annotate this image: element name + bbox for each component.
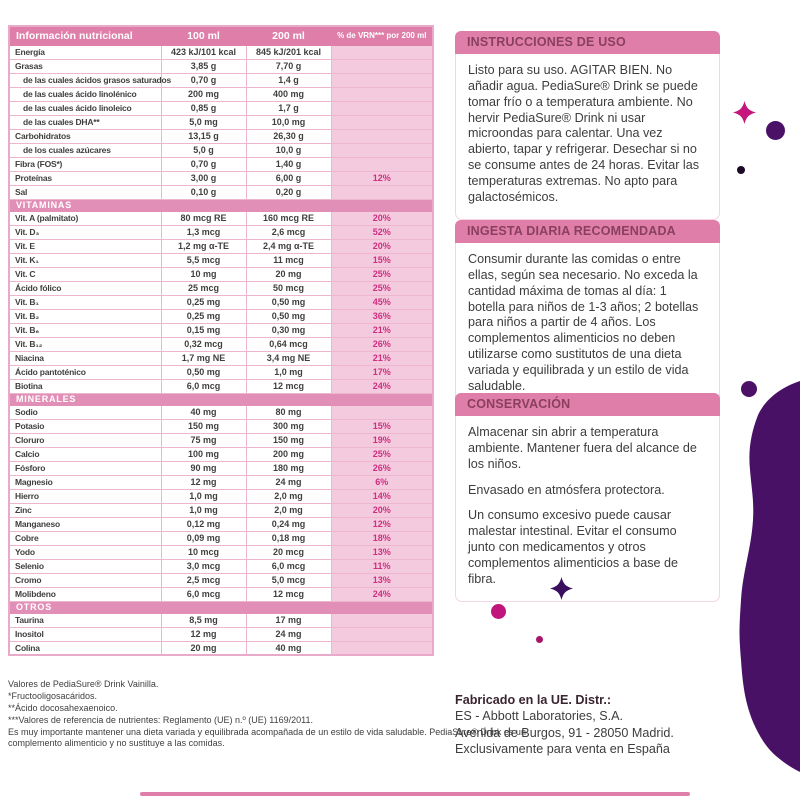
- nutrient-label: Magnesio: [9, 475, 161, 489]
- vrn-percent: [331, 185, 433, 199]
- value-100ml: 100 mg: [161, 447, 246, 461]
- value-200ml: 0,50 mg: [246, 295, 331, 309]
- bottom-accent-bar: [140, 792, 690, 796]
- value-200ml: 2,6 mcg: [246, 225, 331, 239]
- nutrient-label: Potasio: [9, 419, 161, 433]
- value-200ml: 150 mg: [246, 433, 331, 447]
- vrn-percent: 25%: [331, 281, 433, 295]
- value-100ml: 0,25 mg: [161, 295, 246, 309]
- nutrient-label: Vit. K₁: [9, 253, 161, 267]
- value-200ml: 6,00 g: [246, 171, 331, 185]
- nutrient-label: Vit. C: [9, 267, 161, 281]
- value-100ml: 0,85 g: [161, 101, 246, 115]
- panel-body: [456, 243, 719, 408]
- vrn-percent: 14%: [331, 489, 433, 503]
- value-200ml: 160 mcg RE: [246, 211, 331, 225]
- value-100ml: 8,5 mg: [161, 613, 246, 627]
- vrn-percent: [331, 101, 433, 115]
- value-200ml: 20 mcg: [246, 545, 331, 559]
- info-panel-conservacion: [455, 393, 720, 602]
- nutrient-label: Fibra (FOS*): [9, 157, 161, 171]
- nutrient-label: Hierro: [9, 489, 161, 503]
- table-row: [9, 475, 433, 489]
- panel-paragraph: Un consumo excesivo puede causar malestar intestinal. Evitar el consumo junto con medicamentos y otros complementos alimenticios a base de fibra.: [468, 508, 679, 586]
- table-row: [9, 253, 433, 267]
- value-200ml: 12 mcg: [246, 379, 331, 393]
- table-row: [9, 627, 433, 641]
- nutrient-label: Ácido fólico: [9, 281, 161, 295]
- vrn-percent: 12%: [331, 517, 433, 531]
- vrn-percent: 24%: [331, 379, 433, 393]
- vrn-percent: [331, 627, 433, 641]
- nutrient-label: Vit. B₁₂: [9, 337, 161, 351]
- table-row: [9, 59, 433, 73]
- table-row: [9, 143, 433, 157]
- panel-title: INGESTA DIARIA RECOMENDADA: [455, 220, 720, 243]
- nutrient-label: Calcio: [9, 447, 161, 461]
- value-100ml: 0,70 g: [161, 157, 246, 171]
- table-row: [9, 517, 433, 531]
- nutrient-label: Cromo: [9, 573, 161, 587]
- table-row: [9, 281, 433, 295]
- table-row: [9, 73, 433, 87]
- sparkle-icon-purple: [550, 577, 573, 600]
- value-200ml: 845 kJ/201 kcal: [246, 45, 331, 59]
- panel-body: [456, 54, 719, 219]
- value-100ml: 0,50 mg: [161, 365, 246, 379]
- value-200ml: 400 mg: [246, 87, 331, 101]
- value-200ml: 0,20 g: [246, 185, 331, 199]
- table-row: [9, 559, 433, 573]
- panel-paragraph: Listo para su uso. AGITAR BIEN. No añadir agua. PediaSure® Drink se puede tomar frío o a temperatura ambiente. No hervir PediaSure® Drink ni usar microondas para calentar. Una vez abierto, tapar y refrigerar. Desechar si no se consume antes de 24 horas. Evitar las temperaturas extremas. No apto para galactosémicos.: [468, 63, 700, 204]
- distributor-line: Exclusivamente para venta en España: [455, 742, 670, 757]
- circle-dot-purple-top: [766, 121, 785, 140]
- value-100ml: 423 kJ/101 kcal: [161, 45, 246, 59]
- panel-paragraph: Almacenar sin abrir a temperatura ambiente. Mantener fuera del alcance de los niños.: [468, 425, 697, 471]
- nutrient-label: Sal: [9, 185, 161, 199]
- vrn-percent: 15%: [331, 419, 433, 433]
- value-100ml: 3,0 mcg: [161, 559, 246, 573]
- vrn-percent: 13%: [331, 573, 433, 587]
- nutrition-table: [8, 25, 434, 656]
- small-dot-magenta: [536, 636, 543, 643]
- section-header: MINERALES: [9, 393, 433, 405]
- table-row: [9, 323, 433, 337]
- value-200ml: 180 mg: [246, 461, 331, 475]
- table-row: [9, 447, 433, 461]
- value-100ml: 25 mcg: [161, 281, 246, 295]
- vrn-percent: [331, 45, 433, 59]
- value-200ml: 24 mg: [246, 475, 331, 489]
- table-row: [9, 129, 433, 143]
- table-row: [9, 157, 433, 171]
- nutrient-label: de los cuales azúcares: [9, 143, 161, 157]
- value-100ml: 0,32 mcg: [161, 337, 246, 351]
- value-200ml: 17 mg: [246, 613, 331, 627]
- value-200ml: 10,0 g: [246, 143, 331, 157]
- table-row: [9, 419, 433, 433]
- table-row: [9, 211, 433, 225]
- nutrient-label: Cobre: [9, 531, 161, 545]
- value-200ml: 0,50 mg: [246, 309, 331, 323]
- value-100ml: 2,5 mcg: [161, 573, 246, 587]
- nutrient-label: Grasas: [9, 59, 161, 73]
- value-100ml: 6,0 mcg: [161, 379, 246, 393]
- vrn-percent: [331, 115, 433, 129]
- nutrient-label: Selenio: [9, 559, 161, 573]
- table-row: [9, 433, 433, 447]
- value-200ml: 0,18 mg: [246, 531, 331, 545]
- value-100ml: 10 mg: [161, 267, 246, 281]
- table-row: [9, 641, 433, 655]
- table-row: [9, 531, 433, 545]
- table-row: [9, 309, 433, 323]
- vrn-percent: [331, 59, 433, 73]
- value-100ml: 0,09 mg: [161, 531, 246, 545]
- table-row: [9, 461, 433, 475]
- table-row: [9, 101, 433, 115]
- value-100ml: 1,3 mcg: [161, 225, 246, 239]
- value-200ml: 200 mg: [246, 447, 331, 461]
- table-row: [9, 267, 433, 281]
- value-200ml: 2,4 mg α-TE: [246, 239, 331, 253]
- value-100ml: 10 mcg: [161, 545, 246, 559]
- table-row: [9, 365, 433, 379]
- vrn-percent: [331, 87, 433, 101]
- value-100ml: 40 mg: [161, 405, 246, 419]
- nutrient-label: Energía: [9, 45, 161, 59]
- value-200ml: 24 mg: [246, 627, 331, 641]
- panel-title: CONSERVACIÓN: [455, 393, 720, 416]
- value-100ml: 0,12 mg: [161, 517, 246, 531]
- value-200ml: 10,0 mg: [246, 115, 331, 129]
- value-100ml: 0,15 mg: [161, 323, 246, 337]
- nutrient-label: Cloruro: [9, 433, 161, 447]
- nutrient-label: Vit. E: [9, 239, 161, 253]
- vrn-percent: [331, 129, 433, 143]
- vrn-percent: 26%: [331, 461, 433, 475]
- table-row: [9, 503, 433, 517]
- nutrient-label: Ácido pantoténico: [9, 365, 161, 379]
- table-row: [9, 545, 433, 559]
- vrn-percent: 15%: [331, 253, 433, 267]
- nutrient-label: Vit. A (palmitato): [9, 211, 161, 225]
- value-200ml: 2,0 mg: [246, 489, 331, 503]
- value-100ml: 0,70 g: [161, 73, 246, 87]
- value-200ml: 1,0 mg: [246, 365, 331, 379]
- vrn-percent: 12%: [331, 171, 433, 185]
- footnote: **Ácido docosahexaenoico.: [8, 702, 118, 713]
- value-200ml: 1,4 g: [246, 73, 331, 87]
- vrn-percent: 11%: [331, 559, 433, 573]
- info-panel-ingesta-diaria-recomendada: [455, 220, 720, 409]
- table-row: [9, 587, 433, 601]
- value-100ml: 20 mg: [161, 641, 246, 655]
- vrn-percent: [331, 73, 433, 87]
- value-200ml: 11 mcg: [246, 253, 331, 267]
- value-100ml: 3,00 g: [161, 171, 246, 185]
- table-row: [9, 87, 433, 101]
- value-200ml: 26,30 g: [246, 129, 331, 143]
- section-header: VITAMINAS: [9, 199, 433, 211]
- vrn-percent: 18%: [331, 531, 433, 545]
- vrn-percent: 21%: [331, 323, 433, 337]
- table-row: [9, 171, 433, 185]
- section-header: OTROS: [9, 601, 433, 613]
- value-100ml: 80 mcg RE: [161, 211, 246, 225]
- nutrient-label: de las cuales ácido linoleico: [9, 101, 161, 115]
- value-100ml: 1,7 mg NE: [161, 351, 246, 365]
- value-200ml: 5,0 mcg: [246, 573, 331, 587]
- distributor-title: Fabricado en la UE. Distr.:: [455, 693, 612, 707]
- column-header: 200 ml: [246, 26, 331, 45]
- vrn-percent: 13%: [331, 545, 433, 559]
- vrn-percent: 17%: [331, 365, 433, 379]
- vrn-percent: 25%: [331, 267, 433, 281]
- column-header: 100 ml: [161, 26, 246, 45]
- value-200ml: 1,7 g: [246, 101, 331, 115]
- info-panel-instrucciones-de-uso: [455, 31, 720, 220]
- nutrient-label: Vit. B₂: [9, 309, 161, 323]
- value-200ml: 80 mg: [246, 405, 331, 419]
- value-200ml: 1,40 g: [246, 157, 331, 171]
- nutrient-label: Vit. B₆: [9, 323, 161, 337]
- distributor-line: ES - Abbott Laboratories, S.A.: [455, 709, 624, 724]
- bottle-silhouette-blob: [734, 378, 800, 778]
- value-100ml: 5,5 mcg: [161, 253, 246, 267]
- vrn-percent: 20%: [331, 211, 433, 225]
- value-100ml: 12 mg: [161, 627, 246, 641]
- column-header: % de VRN*** por 200 ml: [331, 26, 433, 45]
- value-100ml: 5,0 g: [161, 143, 246, 157]
- value-200ml: 0,30 mg: [246, 323, 331, 337]
- nutrient-label: Manganeso: [9, 517, 161, 531]
- value-100ml: 0,10 g: [161, 185, 246, 199]
- vrn-percent: [331, 613, 433, 627]
- table-row: [9, 573, 433, 587]
- nutrient-label: Molibdeno: [9, 587, 161, 601]
- nutrient-label: Fósforo: [9, 461, 161, 475]
- table-row: [9, 295, 433, 309]
- nutrition-table-header: [9, 26, 433, 45]
- table-row: [9, 337, 433, 351]
- vrn-percent: 36%: [331, 309, 433, 323]
- panel-paragraph: Envasado en atmósfera protectora.: [468, 482, 665, 497]
- nutrient-label: Niacina: [9, 351, 161, 365]
- nutrient-label: Taurina: [9, 613, 161, 627]
- value-200ml: 40 mg: [246, 641, 331, 655]
- nutrient-label: de las cuales DHA**: [9, 115, 161, 129]
- vrn-percent: 24%: [331, 587, 433, 601]
- vrn-percent: 45%: [331, 295, 433, 309]
- value-200ml: 20 mg: [246, 267, 331, 281]
- value-100ml: 1,0 mg: [161, 503, 246, 517]
- value-100ml: 6,0 mcg: [161, 587, 246, 601]
- value-200ml: 3,4 mg NE: [246, 351, 331, 365]
- table-row: [9, 489, 433, 503]
- distributor-line: Avenida de Burgos, 91 - 28050 Madrid.: [455, 725, 674, 740]
- footnote: Es muy importante mantener una dieta variada y equilibrada acompañada de un estilo de vida saludable. PediaSure® Drink es un complemento alimenticio y no sustituye a las comidas.: [8, 726, 526, 749]
- vrn-percent: [331, 143, 433, 157]
- panel-title: INSTRUCCIONES DE USO: [455, 31, 720, 54]
- table-row: [9, 379, 433, 393]
- circle-dot-magenta: [491, 604, 506, 619]
- nutrient-label: Carbohidratos: [9, 129, 161, 143]
- value-200ml: 2,0 mg: [246, 503, 331, 517]
- panel-paragraph: Consumir durante las comidas o entre ellas, según sea necesario. No exceda la cantidad máxima de tomas al día: 1 botella para niños de 1-3 años; 2 botellas para niños a partir de 4 años. Los complementos alimenticios no deben utilizarse como sustitutos de una dieta variada y equilibrada y un estilo de vida saludable.: [468, 252, 699, 393]
- nutrient-label: Colina: [9, 641, 161, 655]
- vrn-percent: [331, 641, 433, 655]
- nutrient-label: Biotina: [9, 379, 161, 393]
- table-row: [9, 115, 433, 129]
- table-row: [9, 351, 433, 365]
- value-100ml: 1,0 mg: [161, 489, 246, 503]
- nutrient-label: Vit. B₁: [9, 295, 161, 309]
- table-row: [9, 405, 433, 419]
- value-200ml: 0,24 mg: [246, 517, 331, 531]
- nutrient-label: de las cuales ácidos grasos saturados: [9, 73, 161, 87]
- vrn-percent: 25%: [331, 447, 433, 461]
- vrn-percent: [331, 157, 433, 171]
- value-100ml: 90 mg: [161, 461, 246, 475]
- footnote: Valores de PediaSure® Drink Vainilla.: [8, 679, 159, 689]
- value-100ml: 1,2 mg α-TE: [161, 239, 246, 253]
- value-200ml: 300 mg: [246, 419, 331, 433]
- value-100ml: 12 mg: [161, 475, 246, 489]
- value-200ml: 7,70 g: [246, 59, 331, 73]
- nutrient-label: Zinc: [9, 503, 161, 517]
- vrn-percent: 26%: [331, 337, 433, 351]
- nutrient-label: Sodio: [9, 405, 161, 419]
- nutrient-label: Yodo: [9, 545, 161, 559]
- nutrient-label: Inositol: [9, 627, 161, 641]
- value-100ml: 5,0 mg: [161, 115, 246, 129]
- value-100ml: 75 mg: [161, 433, 246, 447]
- value-100ml: 13,15 g: [161, 129, 246, 143]
- vrn-percent: 6%: [331, 475, 433, 489]
- nutrition-table-body: [9, 45, 433, 655]
- panel-body: [456, 416, 719, 601]
- vrn-percent: 20%: [331, 239, 433, 253]
- value-100ml: 0,25 mg: [161, 309, 246, 323]
- vrn-percent: [331, 405, 433, 419]
- column-header: Información nutricional: [9, 26, 161, 45]
- vrn-percent: 52%: [331, 225, 433, 239]
- value-200ml: 12 mcg: [246, 587, 331, 601]
- value-100ml: 3,85 g: [161, 59, 246, 73]
- sparkle-icon-magenta: [733, 101, 756, 124]
- vrn-percent: 21%: [331, 351, 433, 365]
- table-row: [9, 185, 433, 199]
- footnote: *Fructooligosacáridos.: [8, 690, 98, 701]
- value-100ml: 150 mg: [161, 419, 246, 433]
- vrn-percent: 19%: [331, 433, 433, 447]
- distributor-block: [455, 692, 735, 757]
- value-200ml: 6,0 mcg: [246, 559, 331, 573]
- nutrient-label: Proteínas: [9, 171, 161, 185]
- distributor-lines: [455, 708, 735, 757]
- value-200ml: 50 mcg: [246, 281, 331, 295]
- table-row: [9, 239, 433, 253]
- nutrient-label: Vit. D₃: [9, 225, 161, 239]
- table-row: [9, 225, 433, 239]
- value-200ml: 0,64 mcg: [246, 337, 331, 351]
- vrn-percent: 20%: [331, 503, 433, 517]
- nutrient-label: de las cuales ácido linolénico: [9, 87, 161, 101]
- value-100ml: 200 mg: [161, 87, 246, 101]
- table-row: [9, 613, 433, 627]
- small-dot-dark: [737, 166, 745, 174]
- footnote: ***Valores de referencia de nutrientes: Reglamento (UE) n.º (UE) 1169/2011.: [8, 714, 313, 725]
- table-row: [9, 45, 433, 59]
